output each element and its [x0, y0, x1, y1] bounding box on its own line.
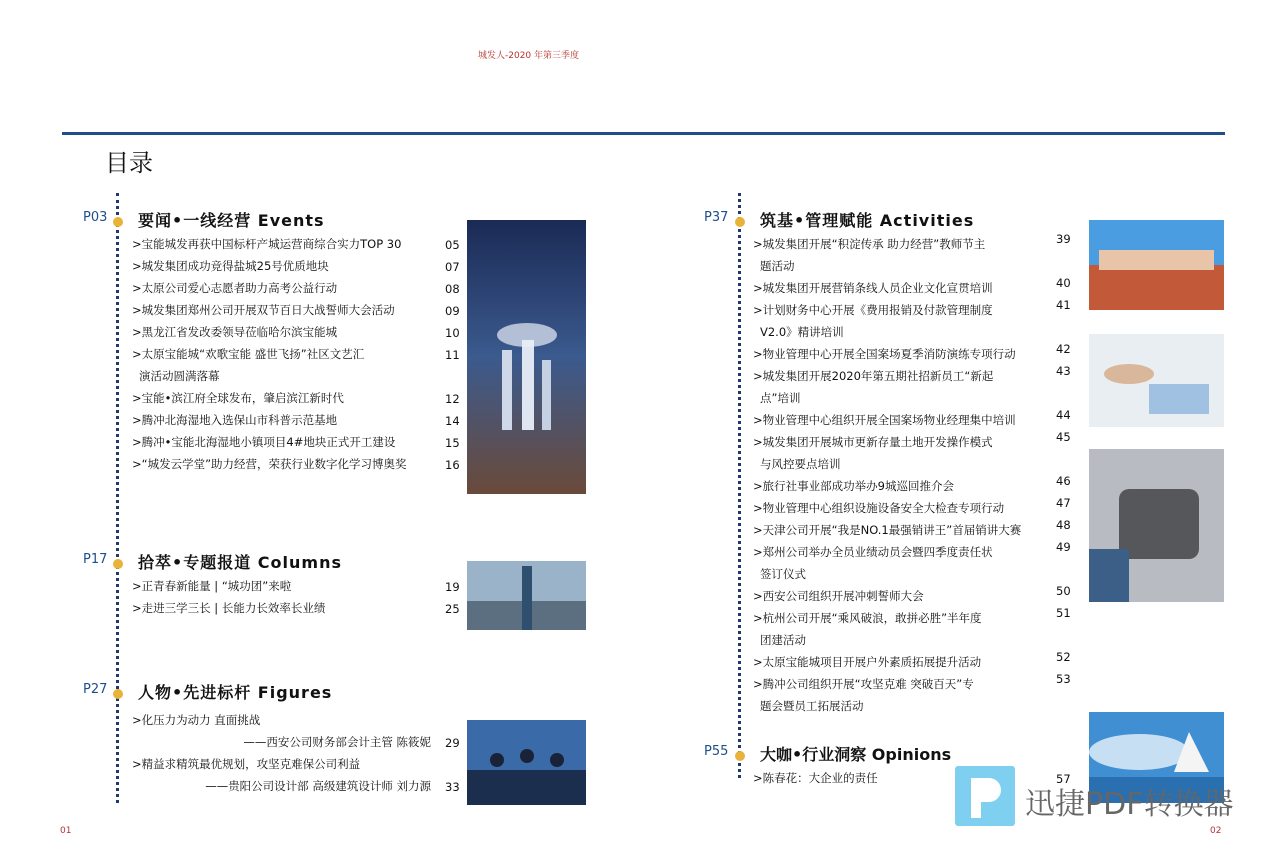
city-aerial-image [467, 220, 586, 494]
toc-page-number[interactable]: 41 [1056, 298, 1071, 312]
toc-entry[interactable]: >宝能•滨江府全球发布，肇启滨江新时代 [132, 391, 344, 405]
toc-page-number[interactable]: 08 [445, 282, 460, 296]
toc-entry[interactable]: >腾冲北海湿地入选保山市科普示范基地 [132, 413, 338, 427]
toc-page-number[interactable]: 52 [1056, 650, 1071, 664]
toc-entry[interactable]: >黑龙江省发改委领导莅临哈尔滨宝能城 [132, 325, 338, 339]
toc-entry[interactable]: >走进三学三长 | 长能力长效率长业绩 [132, 601, 326, 615]
toc-page-number[interactable]: 12 [445, 392, 460, 406]
toc-page-number[interactable]: 46 [1056, 474, 1071, 488]
toc-entry[interactable]: >城发集团开展2020年第五期社招新员工“新起 [753, 369, 994, 383]
team-cheer-image [467, 720, 586, 805]
timeline-right [738, 193, 741, 778]
toc-entry[interactable]: >宝能城发再获中国标杆产城运营商综合实力TOP 30 [132, 237, 402, 251]
toc-entry-continued: 题活动 [760, 259, 795, 273]
timeline-left [116, 193, 119, 803]
section-bullet-icon [113, 217, 123, 227]
toc-entry-continued: 团建活动 [760, 633, 806, 647]
toc-entry[interactable]: >陈春花：大企业的责任 [753, 771, 878, 785]
toc-entry[interactable]: >杭州公司开展“乘风破浪，敢拼必胜”半年度 [753, 611, 982, 625]
issue-header: 城发人-2020 年第三季度 [478, 51, 580, 61]
skyline-image [467, 561, 586, 630]
toc-page-number[interactable]: 33 [445, 780, 460, 794]
toc-entry-byline: ——贵阳公司设计部 高级建筑设计师 刘力源 [205, 779, 431, 793]
toc-entry[interactable]: >精益求精筑最优规划，攻坚克难保公司利益 [132, 757, 361, 771]
toc-entry-continued: 题会暨员工拓展活动 [760, 699, 864, 713]
section-bullet-icon [735, 751, 745, 761]
toc-entry[interactable]: >城发集团成功竞得盐城25号优质地块 [132, 259, 329, 273]
toc-page-number[interactable]: 11 [445, 348, 460, 362]
toc-entry[interactable]: >物业管理中心组织设施设备安全大检查专项行动 [753, 501, 1005, 515]
section-page-number[interactable]: P17 [83, 552, 108, 567]
section-title: 拾萃•专题报道 Columns [138, 553, 342, 572]
toc-entry[interactable]: >太原公司爱心志愿者助力高考公益行动 [132, 281, 338, 295]
charts-meeting-image [1089, 334, 1224, 427]
toc-page-number[interactable]: 57 [1056, 772, 1071, 786]
toc-entry[interactable]: >计划财务中心开展《费用报销及付款管理制度 [753, 303, 993, 317]
header-rule [62, 132, 1225, 135]
toc-entry[interactable]: >城发集团开展营销条线人员企业文化宣贯培训 [753, 281, 993, 295]
section-page-number[interactable]: P37 [704, 210, 729, 225]
toc-entry-byline: ——西安公司财务部会计主管 陈筱妮 [243, 735, 431, 749]
watermark-logo [955, 766, 1015, 826]
toc-page-number[interactable]: 19 [445, 580, 460, 594]
toc-entry[interactable]: >腾冲公司组织开展“攻坚克难 突破百天”专 [753, 677, 974, 691]
section-page-number[interactable]: P03 [83, 210, 108, 225]
toc-entry[interactable]: >郑州公司举办全员业绩动员会暨四季度责任状 [753, 545, 993, 559]
page-title: 目录 [105, 149, 153, 177]
toc-page-number[interactable]: 15 [445, 436, 460, 450]
toc-entry[interactable]: >太原宝能城项目开展户外素质拓展提升活动 [753, 655, 982, 669]
toc-entry[interactable]: >西安公司组织开展冲刺誓师大会 [753, 589, 924, 603]
toc-page-number[interactable]: 50 [1056, 584, 1071, 598]
toc-entry[interactable]: >天津公司开展“我是NO.1最强销讲王”首届销讲大赛 [753, 523, 1022, 537]
toc-page-number[interactable]: 29 [445, 736, 460, 750]
section-title: 大咖•行业洞察 Opinions [760, 745, 952, 764]
toc-page-number[interactable]: 49 [1056, 540, 1071, 554]
toc-entry-continued: 点”培训 [760, 391, 801, 405]
section-bullet-icon [735, 217, 745, 227]
section-title: 要闻•一线经营 Events [138, 211, 325, 230]
page-number-left: 01 [60, 826, 72, 836]
toc-page-number[interactable]: 43 [1056, 364, 1071, 378]
toc-entry[interactable]: >“城发云学堂”助力经营，荣获行业数字化学习博奥奖 [132, 457, 407, 471]
toc-entry-continued: V2.0》精讲培训 [760, 325, 844, 339]
toc-page-number[interactable]: 39 [1056, 232, 1071, 246]
section-title: 人物•先进标杆 Figures [138, 683, 333, 702]
toc-page-number[interactable]: 45 [1056, 430, 1071, 444]
section-page-number[interactable]: P55 [704, 744, 729, 759]
toc-entry[interactable]: >旅行社事业部成功举办9城巡回推介会 [753, 479, 954, 493]
wallet-image [1089, 449, 1224, 602]
toc-page-number[interactable]: 07 [445, 260, 460, 274]
toc-entry[interactable]: >物业管理中心组织开展全国案场物业经理集中培训 [753, 413, 1016, 427]
section-page-number[interactable]: P27 [83, 682, 108, 697]
toc-page-number[interactable]: 05 [445, 238, 460, 252]
toc-entry[interactable]: >物业管理中心开展全国案场夏季消防演练专项行动 [753, 347, 1016, 361]
toc-entry[interactable]: >城发集团开展“积淀传承 助力经营”教师节主 [753, 237, 986, 251]
toc-entry[interactable]: >化压力为动力 直面挑战 [132, 713, 261, 727]
toc-entry[interactable]: >城发集团开展城市更新存量土地开发操作模式 [753, 435, 993, 449]
team-huddle-image [1089, 220, 1224, 310]
toc-page-number[interactable]: 09 [445, 304, 460, 318]
toc-page-number[interactable]: 14 [445, 414, 460, 428]
toc-page-number[interactable]: 47 [1056, 496, 1071, 510]
toc-entry-continued: 演活动圆满落幕 [139, 369, 220, 383]
toc-page-number[interactable]: 10 [445, 326, 460, 340]
toc-page-number[interactable]: 51 [1056, 606, 1071, 620]
toc-entry-continued: 与风控要点培训 [760, 457, 841, 471]
toc-page-number[interactable]: 42 [1056, 342, 1071, 356]
page-number-right: 02 [1210, 826, 1222, 836]
section-title: 筑基•管理赋能 Activities [760, 211, 975, 230]
toc-page-number[interactable]: 40 [1056, 276, 1071, 290]
toc-entry[interactable]: >太原宝能城“欢歌宝能 盛世飞扬”社区文艺汇 [132, 347, 365, 361]
toc-page-number[interactable]: 44 [1056, 408, 1071, 422]
toc-entry[interactable]: >城发集团郑州公司开展双节百日大战誓师大会活动 [132, 303, 395, 317]
toc-entry[interactable]: >正青春新能量 | “城功团”来啦 [132, 579, 292, 593]
section-bullet-icon [113, 689, 123, 699]
toc-page-number[interactable]: 48 [1056, 518, 1071, 532]
toc-page-number[interactable]: 53 [1056, 672, 1071, 686]
toc-page-number[interactable]: 16 [445, 458, 460, 472]
toc-entry-continued: 签订仪式 [760, 567, 806, 581]
section-bullet-icon [113, 559, 123, 569]
watermark-text: 迅捷PDF转换器 [1025, 787, 1234, 822]
toc-entry[interactable]: >腾冲•宝能北海湿地小镇项目4#地块正式开工建设 [132, 435, 396, 449]
toc-page-number[interactable]: 25 [445, 602, 460, 616]
